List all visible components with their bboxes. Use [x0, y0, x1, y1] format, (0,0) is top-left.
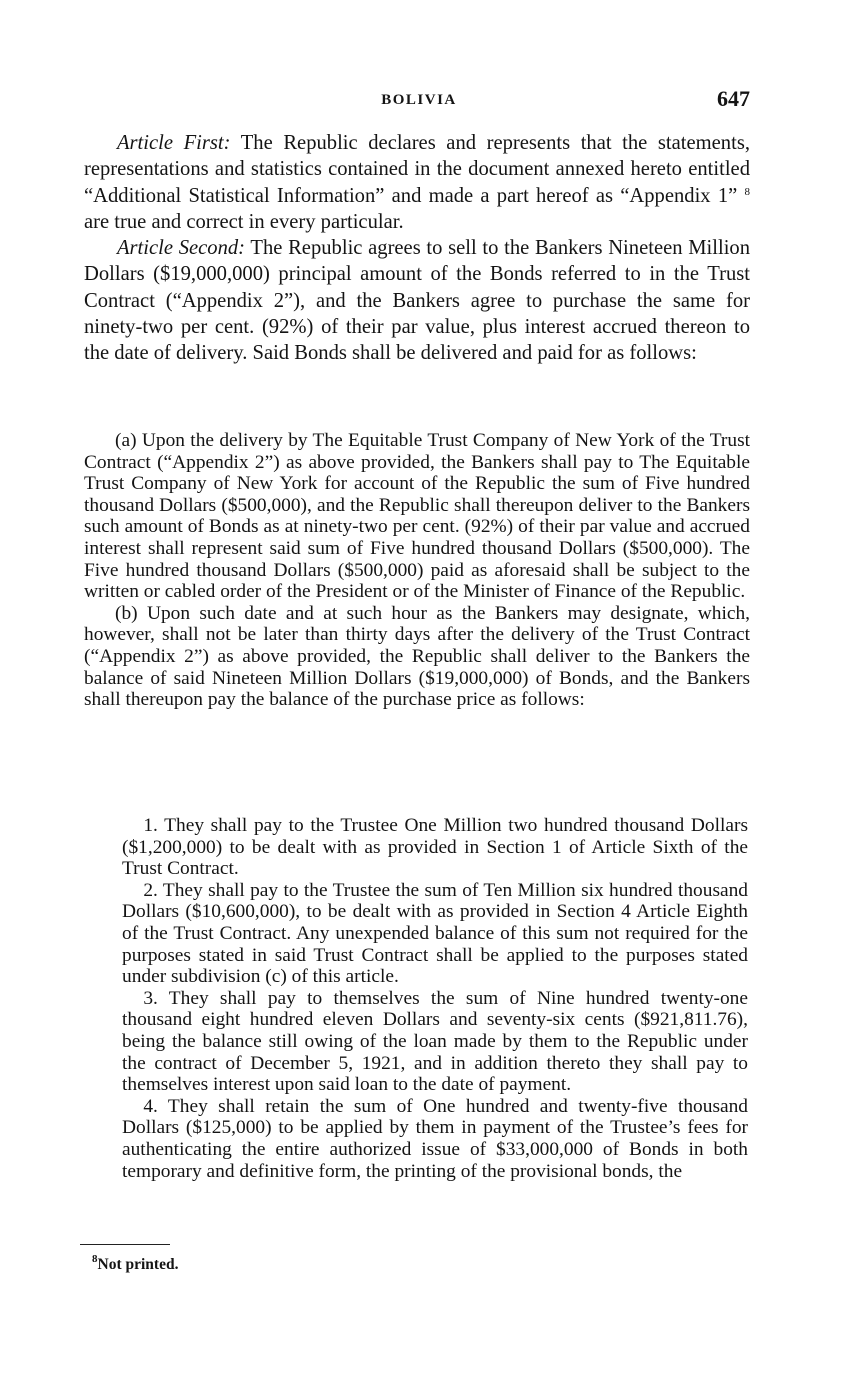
page-number: 647: [717, 86, 750, 111]
article-first: [84, 130, 750, 235]
payment-item-4: 4. They shall retain the sum of One hundred and twenty-five thousand Dollars ($125,000) to be applied by them in payment of the Trustee’s fees for authenticating the entire authorized issue of $33,000,000 of Bonds in both temporary and definitive form, the printing of the provisional bonds, the: [122, 1095, 748, 1182]
payment-item-2: 2. They shall pay to the Trustee the sum of Ten Million six hundred thousand Dollars ($10,600,000), to be dealt with as provided in Section 4 Article Eighth of the Trust Contract. Any unexpended balance of this sum not required for the purposes stated in said Trust Contract shall be applied to the purposes stated under subdivision (c) of this article.: [122, 879, 748, 988]
footnote-reference: 8: [744, 185, 750, 198]
payment-item-1: 1. They shall pay to the Trustee One Million two hundred thousand Dollars ($1,200,000) to be dealt with as provided in Section 1 of Article Sixth of the Trust Contract.: [122, 815, 748, 880]
article-second-lead: Article Second:: [116, 237, 246, 260]
subdivisions: [84, 430, 750, 711]
page-header: [84, 86, 754, 118]
running-head: BOLIVIA: [381, 92, 457, 108]
subdivision-b: (b) Upon such date and at such hour as the Bankers may designate, which, however, shall not be later than thirty days after the delivery of the Trust Contract (“Appendix 2”) as above provided, the Republic shall deliver to the Bankers the balance of said Nineteen Million Dollars ($19,000,000) of Bonds, and the Bankers shall thereupon pay the balance of the purchase price as follows:: [84, 602, 750, 711]
footnote-divider: [80, 1244, 170, 1245]
article-second-text: The Republic agrees to sell to the Bankers Nineteen Million Dollars ($19,000,000) principal amount of the Bonds referred to in the Trust Contract (“Appendix 2”), and the Bankers agree to purchase the same for ninety-two per cent. (92%) of their par value, plus interest accrued thereon to the date of delivery. Said Bonds shall be delivered and paid for as follows:: [84, 237, 751, 365]
main-articles: [84, 130, 750, 367]
footnote-marker: 8: [92, 1253, 98, 1265]
article-first-text-1: The Republic declares and represents that the statements, representations and statistics contained in the document annexed hereto entitled “Additional Statistical Information” and made a part hereof as “Appendix 1”: [84, 132, 750, 207]
payment-item-3: 3. They shall pay to themselves the sum of Nine hundred twenty-one thousand eight hundred eleven Dollars and seventy-six cents ($921,811.76), being the balance still owing of the loan made by them to the Republic under the contract of December 5, 1921, and in addition thereto they shall pay to themselves interest upon said loan to the date of payment.: [122, 987, 748, 1096]
footnote: [92, 1253, 179, 1274]
subdivision-a: (a) Upon the delivery by The Equitable Trust Company of New York of the Trust Contract (“Appendix 2”) as above provided, the Bankers shall pay to The Equitable Trust Company of New York for account of the Republic the sum of Five hundred thousand Dollars ($500,000), and the Republic shall thereupon deliver to the Bankers such amount of Bonds as at ninety-two per cent. (92%) of their par value and accrued interest shall represent said sum of Five hundred thousand Dollars ($500,000). The Five hundred thousand Dollars ($500,000) paid as aforesaid shall be subject to the written or cabled order of the President or of the Minister of Finance of the Republic.: [84, 430, 750, 603]
article-first-text-2: are true and correct in every particular.: [84, 210, 404, 233]
payment-list: [122, 815, 748, 1182]
article-second: [84, 235, 750, 366]
footnote-text: Not printed.: [97, 1256, 179, 1273]
article-first-lead: Article First:: [116, 132, 231, 154]
